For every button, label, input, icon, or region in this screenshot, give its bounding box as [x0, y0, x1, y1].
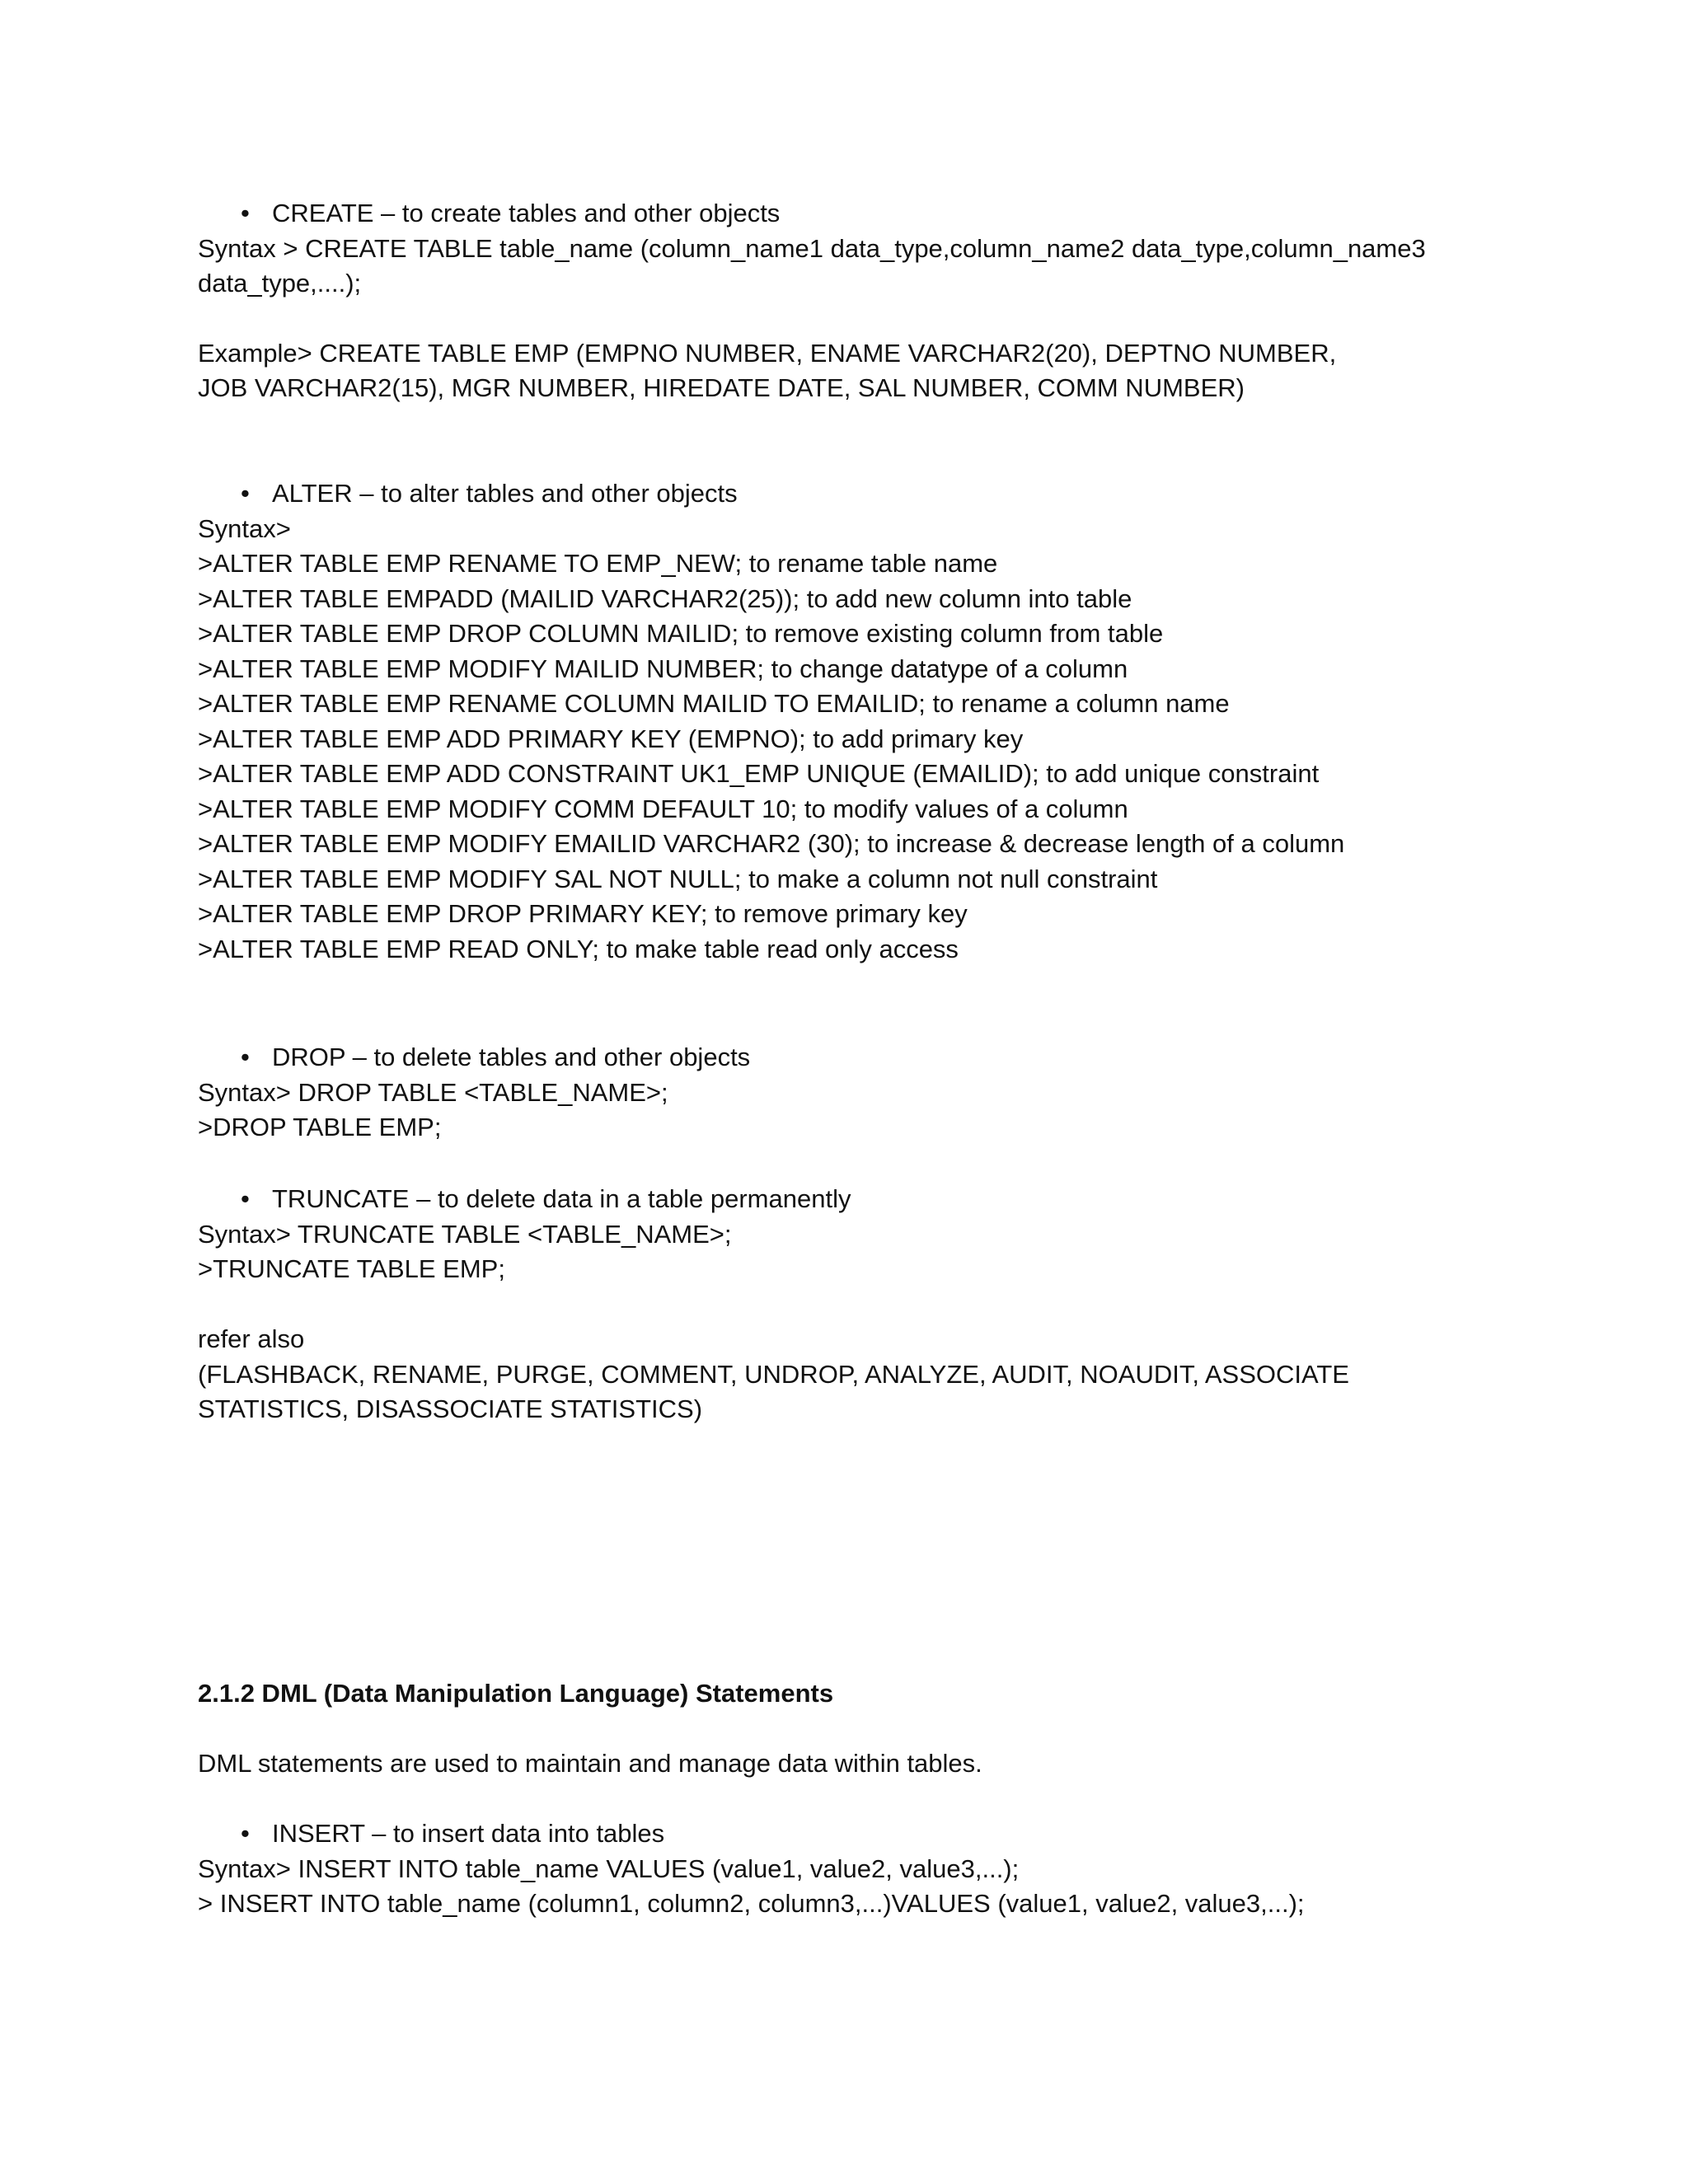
bullet-icon: •: [241, 1184, 250, 1213]
create-section: [198, 196, 1484, 406]
drop-bullet: [198, 1040, 1484, 1076]
truncate-bullet: [198, 1182, 1484, 1217]
alter-bullet-text: ALTER – to alter tables and other objects: [272, 479, 738, 508]
alter-syntax-label: Syntax>: [198, 513, 291, 543]
alter-section: [198, 476, 1484, 967]
insert-syntax-columns: > INSERT INTO table_name (column1, column2, column3,...)VALUES (value1, value2, value3,...);: [198, 1889, 1305, 1918]
create-bullet: [198, 196, 1484, 232]
insert-bullet: [198, 1816, 1484, 1852]
bullet-icon: •: [241, 1043, 250, 1071]
alter-line: >ALTER TABLE EMP ADD CONSTRAINT UK1_EMP UNIQUE (EMAILID); to add unique constraint: [198, 759, 1320, 788]
drop-section: [198, 1040, 1484, 1146]
dml-heading: 2.1.2 DML (Data Manipulation Language) Statements: [198, 1679, 834, 1708]
drop-bullet-text: DROP – to delete tables and other objects: [272, 1043, 751, 1071]
bullet-icon: •: [241, 479, 250, 508]
drop-example: >DROP TABLE EMP;: [198, 1113, 442, 1141]
alter-line: >ALTER TABLE EMP DROP COLUMN MAILID; to remove existing column from table: [198, 619, 1164, 648]
create-syntax: Syntax > CREATE TABLE table_name (column_name1 data_type,column_name2 data_type,column_name3 data_type,....);: [198, 233, 1426, 298]
alter-line: >ALTER TABLE EMP DROP PRIMARY KEY; to remove primary key: [198, 899, 968, 928]
alter-line: >ALTER TABLE EMP MODIFY SAL NOT NULL; to make a column not null constraint: [198, 864, 1158, 893]
alter-line: >ALTER TABLE EMP MODIFY MAILID NUMBER; to change datatype of a column: [198, 654, 1128, 683]
insert-section: [198, 1816, 1484, 1922]
truncate-section: [198, 1182, 1484, 1287]
bullet-icon: •: [241, 1819, 250, 1848]
drop-syntax: Syntax> DROP TABLE <TABLE_NAME>;: [198, 1077, 668, 1107]
alter-line: >ALTER TABLE EMP MODIFY EMAILID VARCHAR2 (30); to increase & decrease length of a column: [198, 829, 1345, 858]
alter-line: >ALTER TABLE EMP MODIFY COMM DEFAULT 10; to modify values of a column: [198, 794, 1128, 823]
insert-bullet-text: INSERT – to insert data into tables: [272, 1819, 665, 1848]
truncate-bullet-text: TRUNCATE – to delete data in a table permanently: [272, 1184, 851, 1213]
alter-line: >ALTER TABLE EMPADD (MAILID VARCHAR2(25)); to add new column into table: [198, 583, 1132, 613]
bullet-icon: •: [241, 199, 250, 227]
alter-bullet: [198, 476, 1484, 512]
truncate-example: >TRUNCATE TABLE EMP;: [198, 1254, 505, 1283]
refer-label: refer also: [198, 1324, 305, 1353]
alter-line: >ALTER TABLE EMP ADD PRIMARY KEY (EMPNO); to add primary key: [198, 724, 1024, 753]
dml-intro: DML statements are used to maintain and manage data within tables.: [198, 1749, 982, 1778]
refer-text: (FLASHBACK, RENAME, PURGE, COMMENT, UNDROP, ANALYZE, AUDIT, NOAUDIT, ASSOCIATE STATISTICS, DISASSOCIATE STATISTICS): [198, 1359, 1349, 1423]
alter-line: >ALTER TABLE EMP RENAME TO EMP_NEW; to rename table name: [198, 549, 998, 578]
alter-line: >ALTER TABLE EMP READ ONLY; to make table read only access: [198, 934, 959, 963]
create-bullet-text: CREATE – to create tables and other objects: [272, 199, 781, 227]
truncate-syntax: Syntax> TRUNCATE TABLE <TABLE_NAME>;: [198, 1219, 732, 1249]
create-example: Example> CREATE TABLE EMP (EMPNO NUMBER, ENAME VARCHAR2(20), DEPTNO NUMBER, JOB VARCHAR2(15), MGR NUMBER, HIREDATE DATE, SAL NUMBER, COMM NUMBER): [198, 338, 1337, 402]
insert-syntax: Syntax> INSERT INTO table_name VALUES (value1, value2, value3,...);: [198, 1854, 1020, 1883]
alter-line: >ALTER TABLE EMP RENAME COLUMN MAILID TO EMAILID; to rename a column name: [198, 689, 1230, 718]
refer-section: [198, 1322, 1484, 1427]
